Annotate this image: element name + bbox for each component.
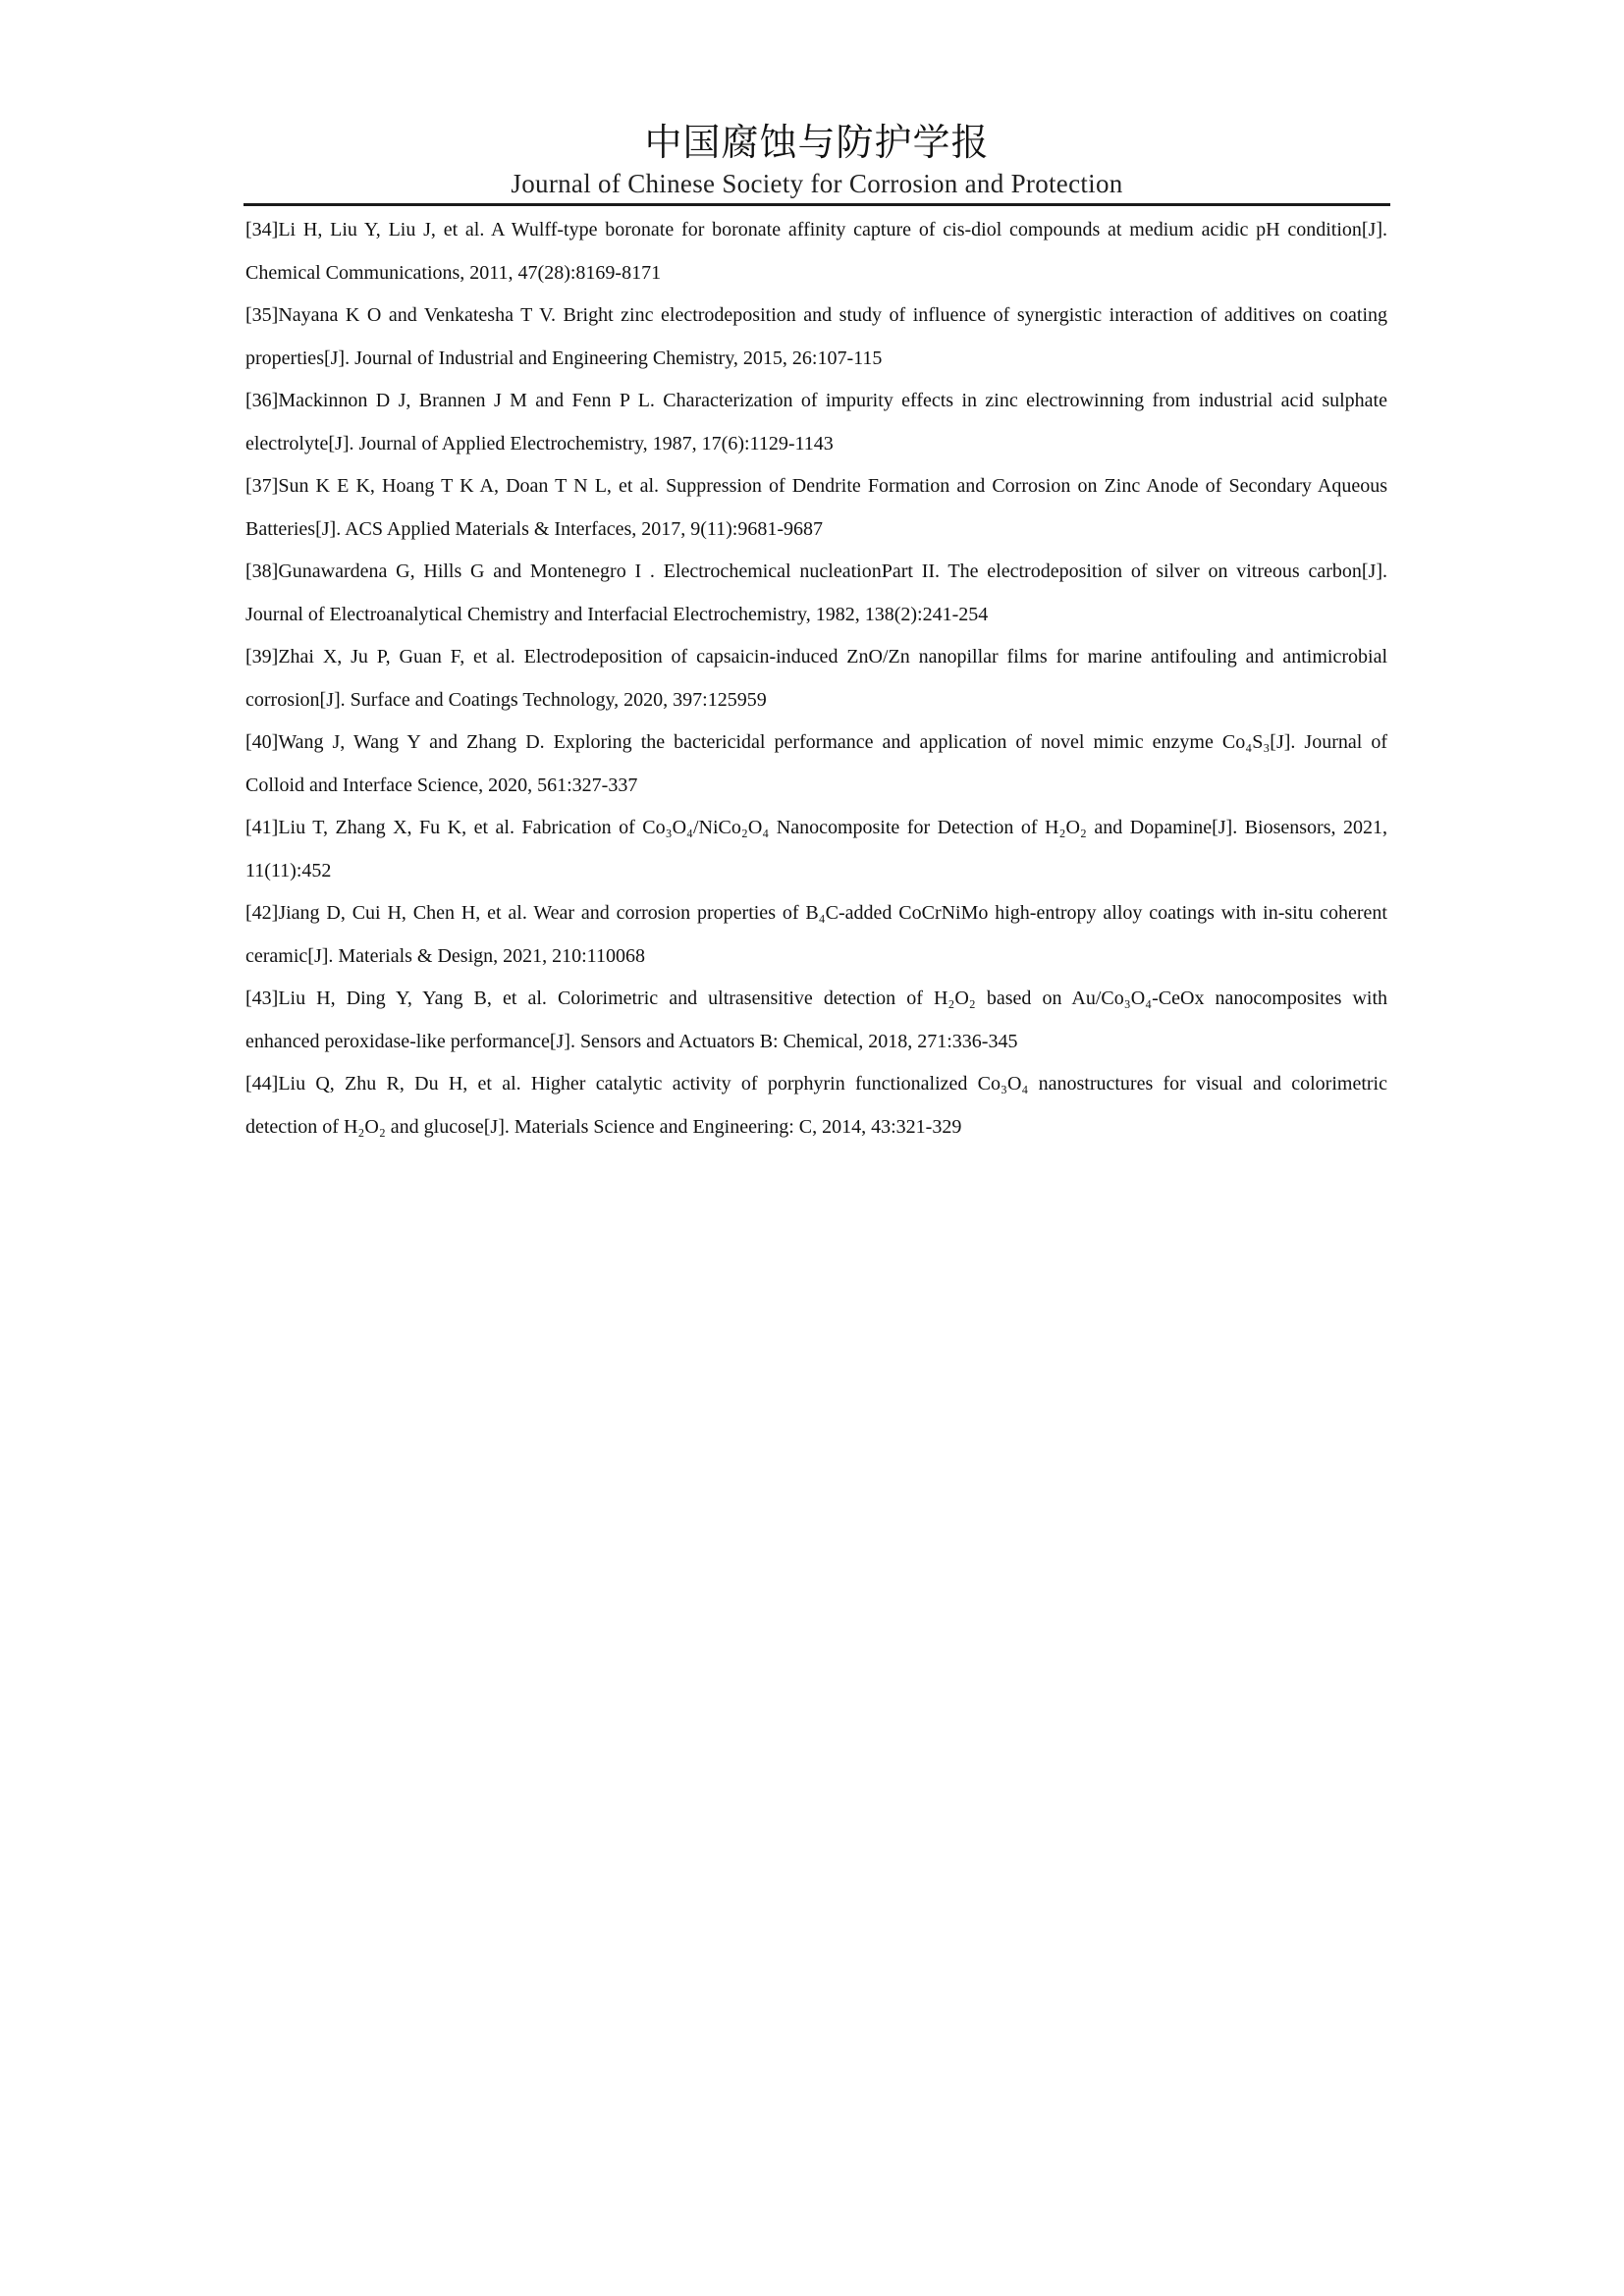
- reference-line: [245, 978, 1387, 1021]
- reference-text: [42]Jiang D, Cui H, Chen H, et al. Wear and corrosion properties of B₄C-added CoCrNiMo high-entropy alloy coatings with in-situ coherent: [245, 902, 1387, 924]
- reference-line: [245, 423, 1387, 466]
- reference-text: [44]Liu Q, Zhu R, Du H, et al. Higher catalytic activity of porphyrin functionalized Co₃O₄ nanostructures for visual and colorimetric: [245, 1073, 1387, 1095]
- reference-text: Batteries[J]. ACS Applied Materials & Interfaces, 2017, 9(11):9681-9687: [245, 517, 824, 540]
- reference-text: [38]Gunawardena G, Hills G and Montenegro I . Electrochemical nucleationPart II. The electrodeposition of silver on vitreous carbon[J].: [245, 561, 1387, 582]
- journal-title-chinese: 中国腐蚀与防护学报: [644, 121, 990, 164]
- reference-text: [40]Wang J, Wang Y and Zhang D. Exploring the bactericidal performance and application of novel mimic enzyme Co₄S₃[J]. Journal of: [245, 731, 1387, 753]
- reference-line: [245, 1021, 1387, 1064]
- reference-text: detection of H₂O₂ and glucose[J]. Materials Science and Engineering: C, 2014, 43:321-329: [245, 1115, 962, 1138]
- reference-text: 11(11):452: [245, 859, 332, 881]
- reference-36: [245, 380, 1387, 465]
- reference-text: [35]Nayana K O and Venkatesha T V. Bright zinc electrodeposition and study of influence of synergistic interaction of additives on coating: [245, 304, 1387, 326]
- reference-38: [245, 551, 1387, 636]
- reference-line: [245, 765, 1387, 808]
- reference-line: [245, 1106, 1387, 1149]
- reference-line: [245, 338, 1387, 381]
- reference-text: ceramic[J]. Materials & Design, 2021, 210:110068: [245, 944, 645, 967]
- reference-text: Chemical Communications, 2011, 47(28):8169-8171: [245, 261, 662, 284]
- reference-line: [245, 721, 1387, 765]
- reference-line: [245, 850, 1387, 893]
- reference-text: [34]Li H, Liu Y, Liu J, et al. A Wulff-type boronate for boronate affinity capture of cis-diol compounds at medium acidic pH condition[J].: [245, 219, 1387, 240]
- reference-line: [245, 380, 1387, 423]
- reference-text: Colloid and Interface Science, 2020, 561:327-337: [245, 774, 638, 796]
- reference-line: [245, 594, 1387, 637]
- reference-line: [245, 252, 1387, 295]
- reference-line: [245, 551, 1387, 594]
- reference-text: [37]Sun K E K, Hoang T K A, Doan T N L, et al. Suppression of Dendrite Formation and Corrosion on Zinc Anode of Secondary Aqueous: [245, 475, 1387, 497]
- reference-text: [41]Liu T, Zhang X, Fu K, et al. Fabrication of Co₃O₄/NiCo₂O₄ Nanocomposite for Detection of H₂O₂ and Dopamine[J]. Biosensors, 2021,: [245, 817, 1387, 838]
- reference-line: [245, 679, 1387, 722]
- reference-text: [43]Liu H, Ding Y, Yang B, et al. Colorimetric and ultrasensitive detection of H₂O₂ based on Au/Co₃O₄-CeOx nanocomposites with: [245, 988, 1387, 1009]
- reference-44: [245, 1063, 1387, 1148]
- journal-title-english: Journal of Chinese Society for Corrosion and Protection: [511, 169, 1123, 198]
- reference-line: [245, 465, 1387, 508]
- reference-43: [245, 978, 1387, 1063]
- reference-text: properties[J]. Journal of Industrial and Engineering Chemistry, 2015, 26:107-115: [245, 347, 883, 369]
- journal-header: [244, 119, 1390, 206]
- reference-line: [245, 209, 1387, 252]
- reference-line: [245, 1063, 1387, 1106]
- reference-line: [245, 807, 1387, 850]
- reference-34: [245, 209, 1387, 294]
- reference-37: [245, 465, 1387, 551]
- reference-text: corrosion[J]. Surface and Coatings Technology, 2020, 397:125959: [245, 688, 767, 711]
- reference-line: [245, 636, 1387, 679]
- reference-text: [39]Zhai X, Ju P, Guan F, et al. Electrodeposition of capsaicin-induced ZnO/Zn nanopillar films for marine antifouling and antimicrobial: [245, 646, 1387, 667]
- reference-42: [245, 892, 1387, 978]
- reference-text: [36]Mackinnon D J, Brannen J M and Fenn P L. Characterization of impurity effects in zinc electrowinning from industrial acid sulphate: [245, 390, 1387, 411]
- reference-41: [245, 807, 1387, 892]
- reference-line: [245, 508, 1387, 552]
- reference-line: [245, 294, 1387, 338]
- reference-text: Journal of Electroanalytical Chemistry and Interfacial Electrochemistry, 1982, 138(2):241-254: [245, 603, 989, 625]
- reference-line: [245, 892, 1387, 935]
- reference-39: [245, 636, 1387, 721]
- reference-text: enhanced peroxidase-like performance[J]. Sensors and Actuators B: Chemical, 2018, 271:336-345: [245, 1030, 1018, 1052]
- reference-40: [245, 721, 1387, 807]
- reference-line: [245, 935, 1387, 979]
- reference-35: [245, 294, 1387, 380]
- reference-list: [245, 209, 1387, 1148]
- reference-text: electrolyte[J]. Journal of Applied Electrochemistry, 1987, 17(6):1129-1143: [245, 432, 834, 454]
